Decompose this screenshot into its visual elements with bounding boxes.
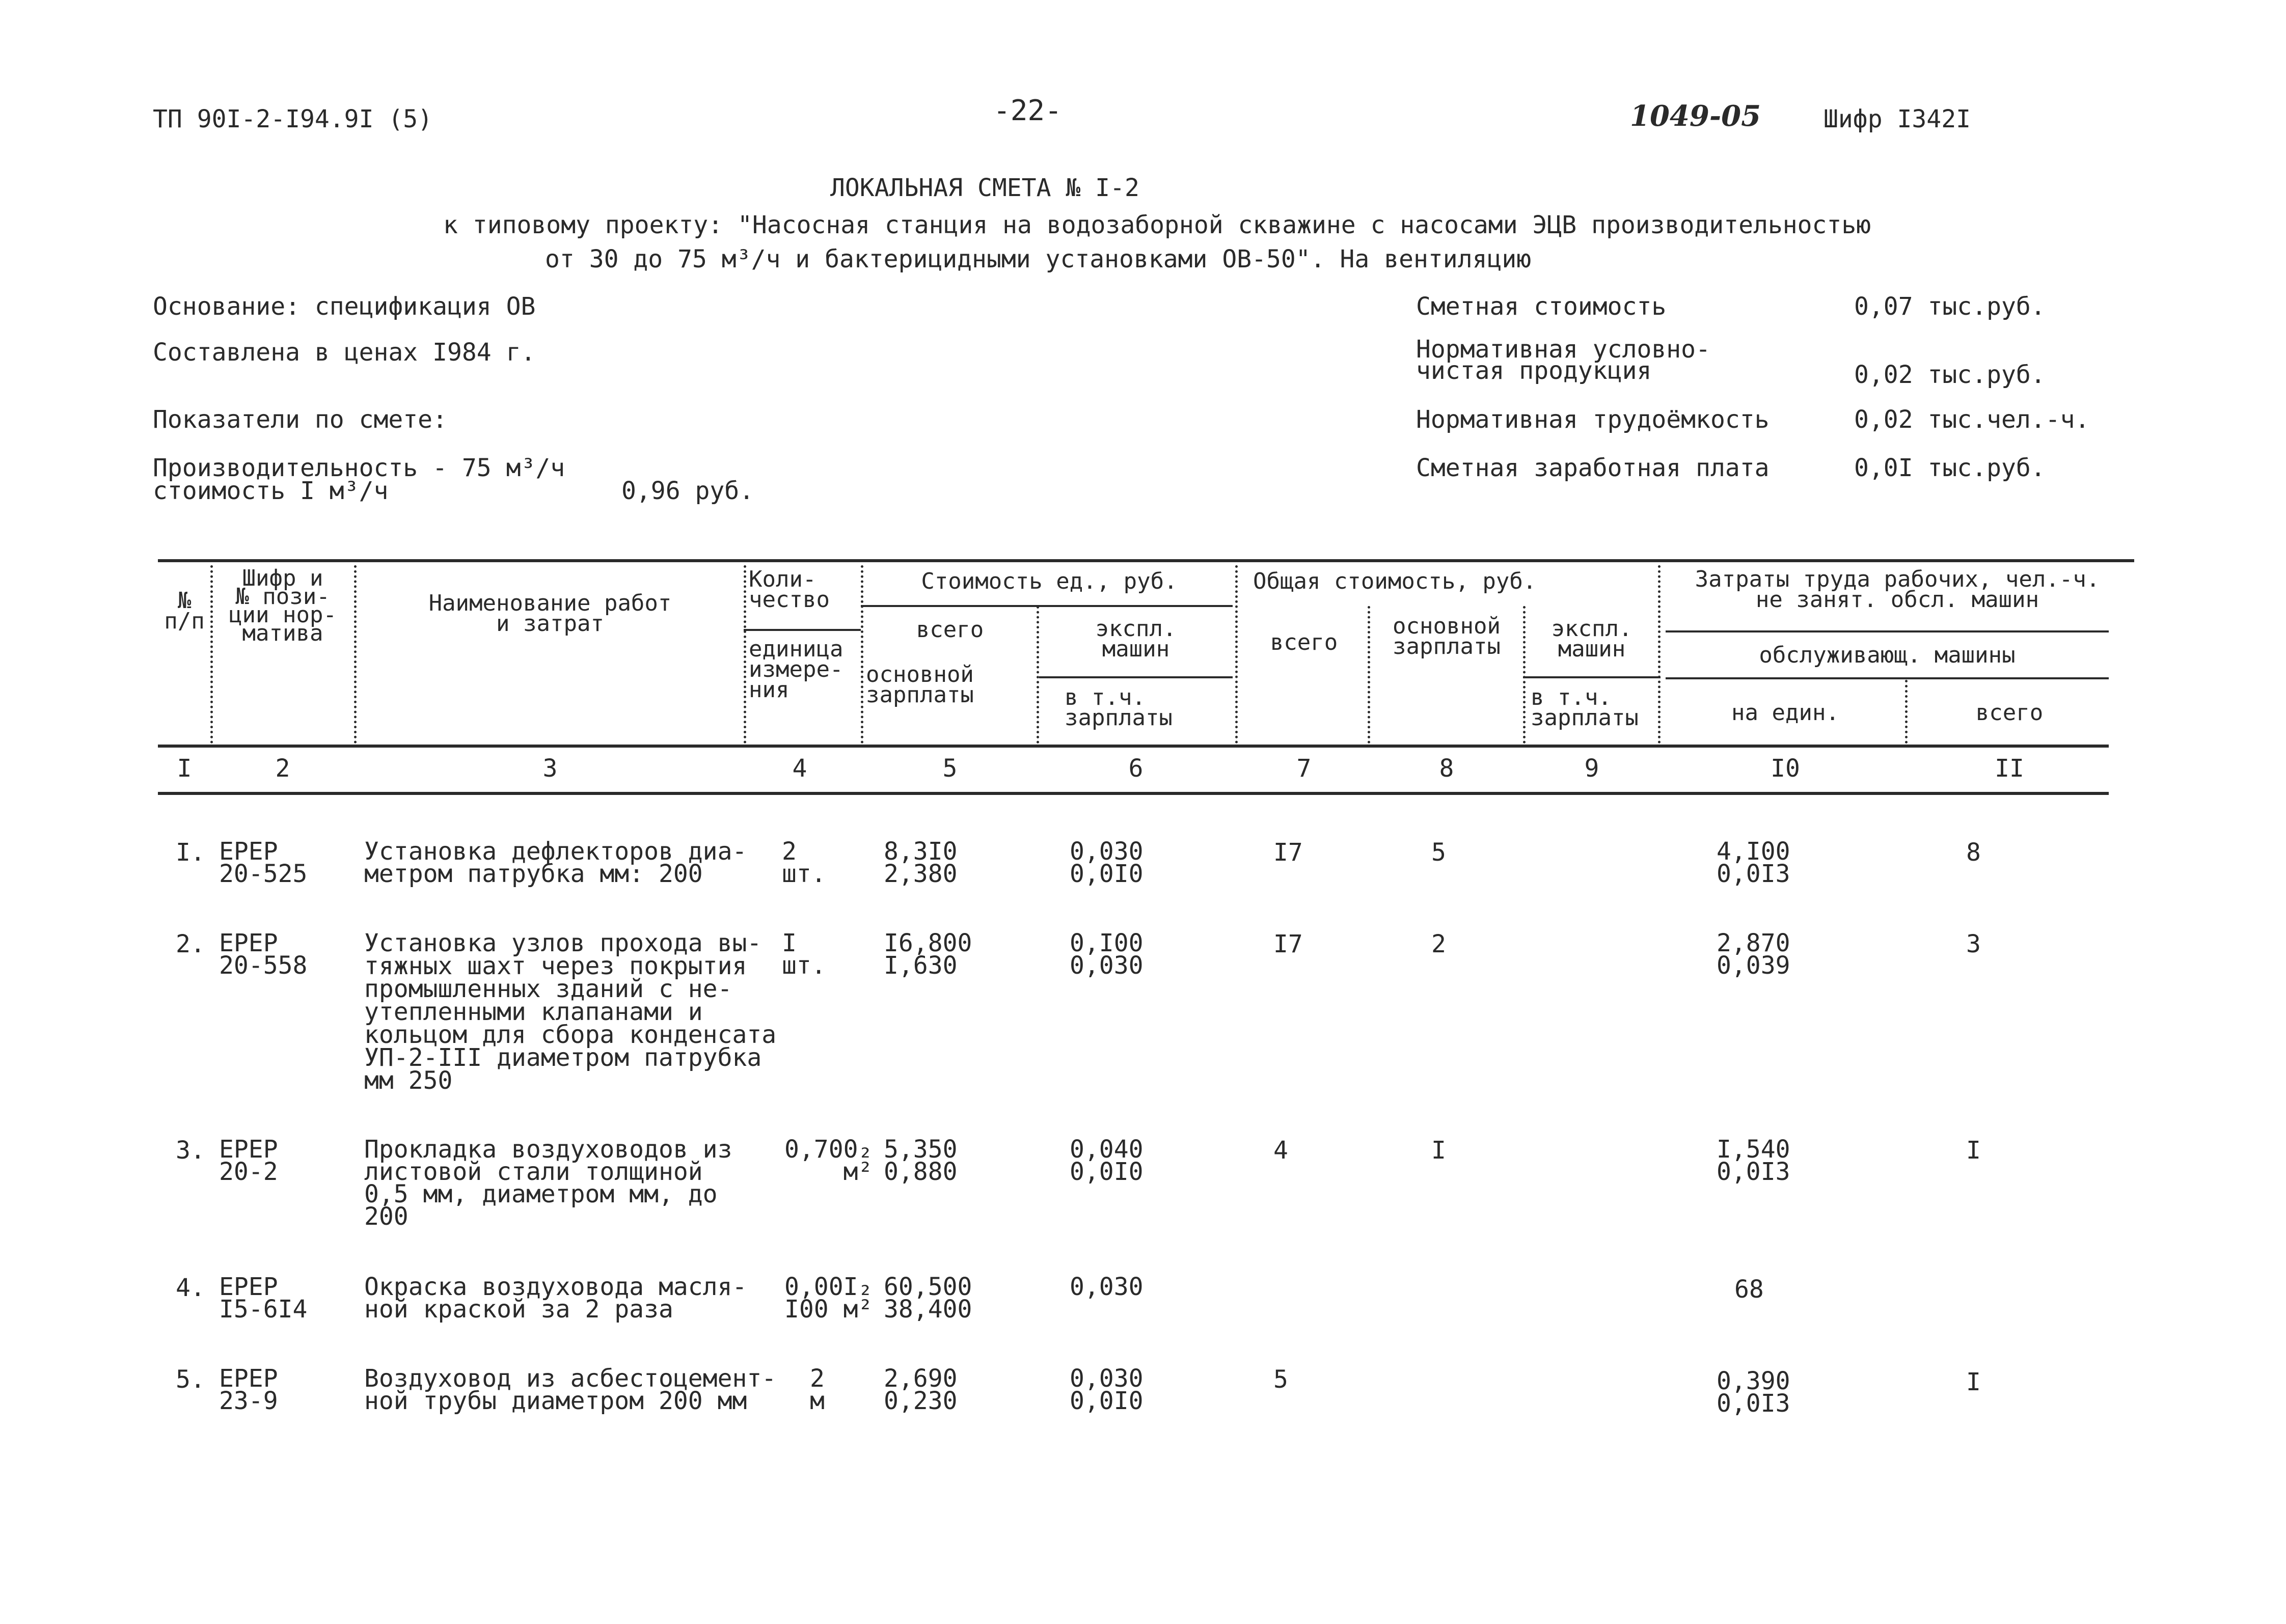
table-top-rule — [158, 559, 2134, 562]
col-sep-6 — [1235, 565, 1238, 744]
row-num: I. — [176, 838, 205, 867]
row-qty: 2 шт. — [782, 837, 826, 888]
indicators-label: Показатели по смете: — [153, 405, 447, 434]
column-numbers-rule — [158, 792, 2109, 795]
hdr-total-base: основной зарплаты — [1393, 613, 1501, 659]
row-unit-expl: 0,030 — [1070, 1273, 1144, 1301]
labor-sub-rule — [1666, 677, 2109, 679]
net-production-value: 0,02 тыс.руб. — [1854, 361, 2046, 389]
row-labor-total: 8 — [1966, 838, 1981, 867]
row-num: 4. — [176, 1274, 205, 1302]
header-bottom-rule — [158, 745, 2109, 748]
estimated-cost-label: Сметная стоимость — [1416, 292, 1667, 321]
row-code: ЕРЕР I5-6I4 — [219, 1273, 308, 1324]
prices-text: Составлена в ценах I984 г. — [153, 338, 536, 367]
row-name: Установка узлов прохода вы- тяжных шахт через покрытия промышленных зданий с не- утепленными клапанами и кольцом для сбора конденсата УП-2-III диаметром патрубка мм 250 — [364, 929, 777, 1095]
col-sep-10 — [1905, 680, 1908, 744]
hdr-total-cost: Общая стоимость, руб. — [1253, 568, 1537, 594]
col-number: 3 — [542, 754, 558, 783]
col-number: I — [177, 754, 192, 783]
hdr-cost-expl-wage: в т.ч. зарплаты — [1065, 684, 1173, 731]
col-number: 2 — [275, 754, 290, 783]
col-number: 7 — [1296, 754, 1312, 783]
row-labor-unit: 68 — [1734, 1275, 1764, 1304]
row-total-base: I — [1431, 1136, 1446, 1165]
net-production-label: Нормативная условно- чистая продукция — [1416, 335, 1710, 385]
col-sep-2 — [354, 565, 357, 744]
unit-cost-label: стоимость I м³/ч — [153, 477, 389, 505]
row-labor-total: I — [1966, 1136, 1981, 1165]
col-number: 8 — [1439, 754, 1454, 783]
row-unit-expl: 0,030 0,0I0 — [1070, 1364, 1144, 1415]
row-code: ЕРЕР 20-2 — [219, 1135, 278, 1186]
estimated-cost-value: 0,07 тыс.руб. — [1854, 292, 2046, 321]
row-total: 4 — [1273, 1136, 1288, 1165]
hdr-labor-unit: на един. — [1731, 700, 1839, 726]
hdr-name: Наименование работ и затрат — [428, 590, 672, 637]
hdr-total-all: всего — [1270, 629, 1338, 655]
col-number: 9 — [1584, 754, 1599, 783]
col-number: II — [1995, 754, 2024, 783]
row-labor-total: 3 — [1966, 930, 1981, 958]
row-unit-expl: 0,I00 0,030 — [1070, 929, 1144, 980]
hdr-unit: единица измере- ния — [749, 636, 843, 703]
row-name: Воздуховод из асбестоцемент- ной трубы диаметром 200 мм — [364, 1364, 777, 1415]
row-labor-unit: 2,870 0,039 — [1717, 929, 1790, 980]
wages-value: 0,0I тыс.руб. — [1854, 454, 2046, 482]
row-unit-total: 8,3I0 2,380 — [884, 837, 958, 888]
cipher-code: Шифр I342I — [1824, 105, 1971, 133]
row-code: ЕРЕР 20-525 — [219, 837, 308, 888]
total-expl-wage-rule — [1523, 676, 1661, 678]
col-sep-5 — [1037, 606, 1039, 744]
row-num: 2. — [176, 930, 205, 958]
row-code: ЕРЕР 23-9 — [219, 1364, 278, 1415]
doc-code: ТП 90I-2-I94.9I (5) — [153, 105, 433, 133]
row-name: Прокладка воздуховодов из листовой стали толщиной 0,5 мм, диаметром мм, до 200 — [364, 1135, 732, 1231]
hdr-cost-expl: экспл. машин — [1095, 616, 1177, 662]
row-labor-unit: 4,I00 0,0I3 — [1717, 837, 1790, 888]
row-num: 5. — [176, 1365, 205, 1394]
row-num: 3. — [176, 1136, 205, 1165]
project-title-line2: от 30 до 75 м³/ч и бактерицидными установками ОВ-50". На вентиляцию — [545, 245, 1532, 273]
unit-cost-value: 0,96 руб. — [621, 477, 754, 505]
col-sep-7 — [1368, 606, 1370, 744]
row-qty: I шт. — [782, 929, 826, 980]
col-number: 6 — [1128, 754, 1144, 783]
project-title-line1: к типовому проекту: "Насосная станция на водозаборной скважине с насосами ЭЦВ производительностью — [443, 211, 1871, 239]
col-sep-1 — [210, 565, 213, 744]
hdr-cost-base: основной зарплаты — [866, 662, 974, 708]
row-labor-unit: I,540 0,0I3 — [1717, 1135, 1790, 1186]
row-total: I7 — [1273, 838, 1303, 867]
row-total: I7 — [1273, 930, 1303, 958]
handwritten-archive-number: 1049-05 — [1630, 99, 1761, 133]
unit-rule — [744, 629, 861, 631]
row-labor-unit: 0,390 0,0I3 — [1717, 1367, 1790, 1418]
labor-rule — [1666, 630, 2109, 632]
hdr-labor-sub: обслуживающ. машины — [1759, 642, 2016, 668]
row-unit-total: 5,350 0,880 — [884, 1135, 958, 1186]
row-qty: 0,00I₂ I00 м² — [784, 1273, 873, 1324]
expl-wage-rule — [1039, 676, 1233, 678]
cost-unit-rule — [861, 605, 1233, 607]
row-qty: 2 м — [810, 1364, 825, 1415]
row-name: Установка дефлекторов диа- метром патрубка мм: 200 — [364, 837, 747, 888]
hdr-qty: Коли- чество — [749, 566, 830, 613]
row-unit-total: 2,690 0,230 — [884, 1364, 958, 1415]
row-name: Окраска воздуховода масля- ной краской за 2 раза — [364, 1273, 747, 1324]
col-sep-4 — [861, 565, 863, 744]
hdr-cost-unit: Стоимость ед., руб. — [921, 568, 1178, 594]
estimate-title: ЛОКАЛЬНАЯ СМЕТА № I-2 — [830, 174, 1139, 202]
row-qty: 0,700₂ м² — [784, 1135, 873, 1186]
page-number: -22- — [993, 94, 1062, 127]
row-unit-expl: 0,040 0,0I0 — [1070, 1135, 1144, 1186]
row-total-base: 2 — [1431, 930, 1446, 958]
productivity-text: Производительность - 75 м³/ч — [153, 454, 565, 482]
col-number: I0 — [1771, 754, 1800, 783]
hdr-code: Шифр и № пози- ции нор- матива — [229, 565, 337, 646]
col-number: 5 — [942, 754, 958, 783]
hdr-total-expl: экспл. машин — [1551, 616, 1632, 662]
basis-text: Основание: спецификация ОВ — [153, 292, 536, 321]
wages-label: Сметная заработная плата — [1416, 454, 1770, 482]
hdr-labor-total: всего — [1975, 700, 2044, 726]
hdr-num: № п/п — [164, 588, 205, 634]
row-labor-total: I — [1966, 1368, 1981, 1396]
col-sep-9 — [1658, 565, 1661, 744]
hdr-labor: Затраты труда рабочих, чел.-ч. не занят. обсл. машин — [1695, 566, 2100, 613]
row-unit-total: 60,500 38,400 — [884, 1273, 972, 1324]
col-sep-8 — [1523, 606, 1526, 744]
row-unit-expl: 0,030 0,0I0 — [1070, 837, 1144, 888]
col-number: 4 — [792, 754, 807, 783]
row-code: ЕРЕР 20-558 — [219, 929, 308, 980]
col-sep-3 — [744, 565, 746, 744]
hdr-total-expl-wage: в т.ч. зарплаты — [1531, 684, 1639, 731]
labor-intensity-label: Нормативная трудоёмкость — [1416, 405, 1770, 434]
row-total: 5 — [1273, 1365, 1288, 1394]
labor-intensity-value: 0,02 тыс.чел.-ч. — [1854, 405, 2090, 434]
row-total-base: 5 — [1431, 838, 1446, 867]
row-unit-total: I6,800 I,630 — [884, 929, 972, 980]
hdr-cost-total: всего — [916, 617, 984, 643]
